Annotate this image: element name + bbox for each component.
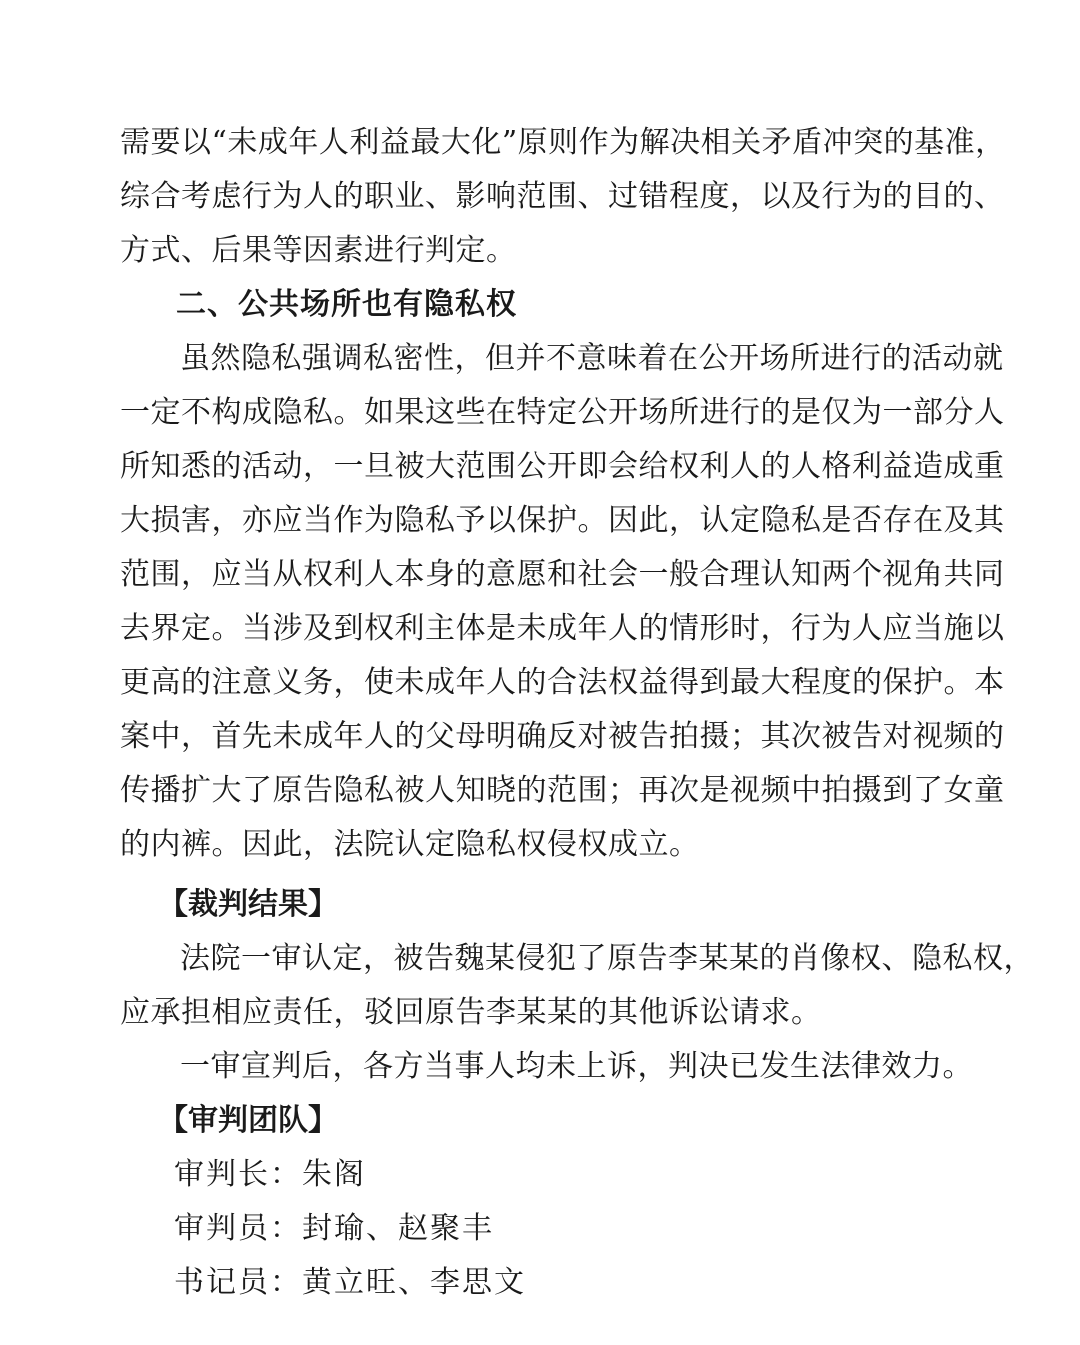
text-line: 法院一审认定，被告魏某侵犯了原告李某某的肖像权、隐私权， (180, 941, 1034, 976)
text-line: 应承担相应责任，驳回原告李某某的其他诉讼请求。 (120, 995, 822, 1030)
text-line: 一定不构成隐私。如果这些在特定公开场所进行的是仅为一部分人 (120, 395, 1005, 430)
judgment-paragraph (120, 932, 1034, 1040)
section2-paragraph (120, 332, 1005, 872)
text-line: 更高的注意义务，使未成年人的合法权益得到最大程度的保护。本 (120, 665, 1005, 700)
text-line: 需要以“未成年人利益最大化”原则作为解决相关矛盾冲突的基准， (120, 125, 1006, 160)
trial-team-list (120, 1148, 965, 1310)
text-line: 综合考虑行为人的职业、影响范围、过错程度，以及行为的目的、 (120, 179, 1005, 214)
text-line: 传播扩大了原告隐私被人知晓的范围；再次是视频中拍摄到了女童 (120, 773, 1005, 808)
text-line: 方式、后果等因素进行判定。 (120, 233, 517, 268)
trial-team-heading: 【审判团队】 (158, 1103, 338, 1138)
intro-paragraph (120, 116, 1006, 278)
text-line: 范围，应当从权利人本身的意愿和社会一般合理认知两个视角共同 (120, 557, 1005, 592)
document-page (120, 116, 1034, 1310)
judgment-result-heading: 【裁判结果】 (158, 887, 338, 922)
effective-judgment-paragraph: 一审宣判后，各方当事人均未上诉，判决已发生法律效力。 (180, 1049, 973, 1084)
clerks: 书记员：黄立旺、李思文 (174, 1265, 526, 1300)
text-line: 所知悉的活动，一旦被大范围公开即会给权利人的人格利益造成重 (120, 449, 1005, 484)
judges: 审判员：封瑜、赵聚丰 (174, 1211, 494, 1246)
presiding-judge: 审判长：朱阁 (174, 1157, 366, 1192)
text-line: 去界定。当涉及到权利主体是未成年人的情形时，行为人应当施以 (120, 611, 1005, 646)
text-line: 的内裤。因此，法院认定隐私权侵权成立。 (120, 827, 700, 862)
section-heading-public-places: 二、公共场所也有隐私权 (176, 287, 517, 322)
text-line: 大损害，亦应当作为隐私予以保护。因此，认定隐私是否存在及其 (120, 503, 1005, 538)
text-line: 案中，首先未成年人的父母明确反对被告拍摄；其次被告对视频的 (120, 719, 1005, 754)
text-line: 虽然隐私强调私密性，但并不意味着在公开场所进行的活动就 (180, 341, 1004, 376)
